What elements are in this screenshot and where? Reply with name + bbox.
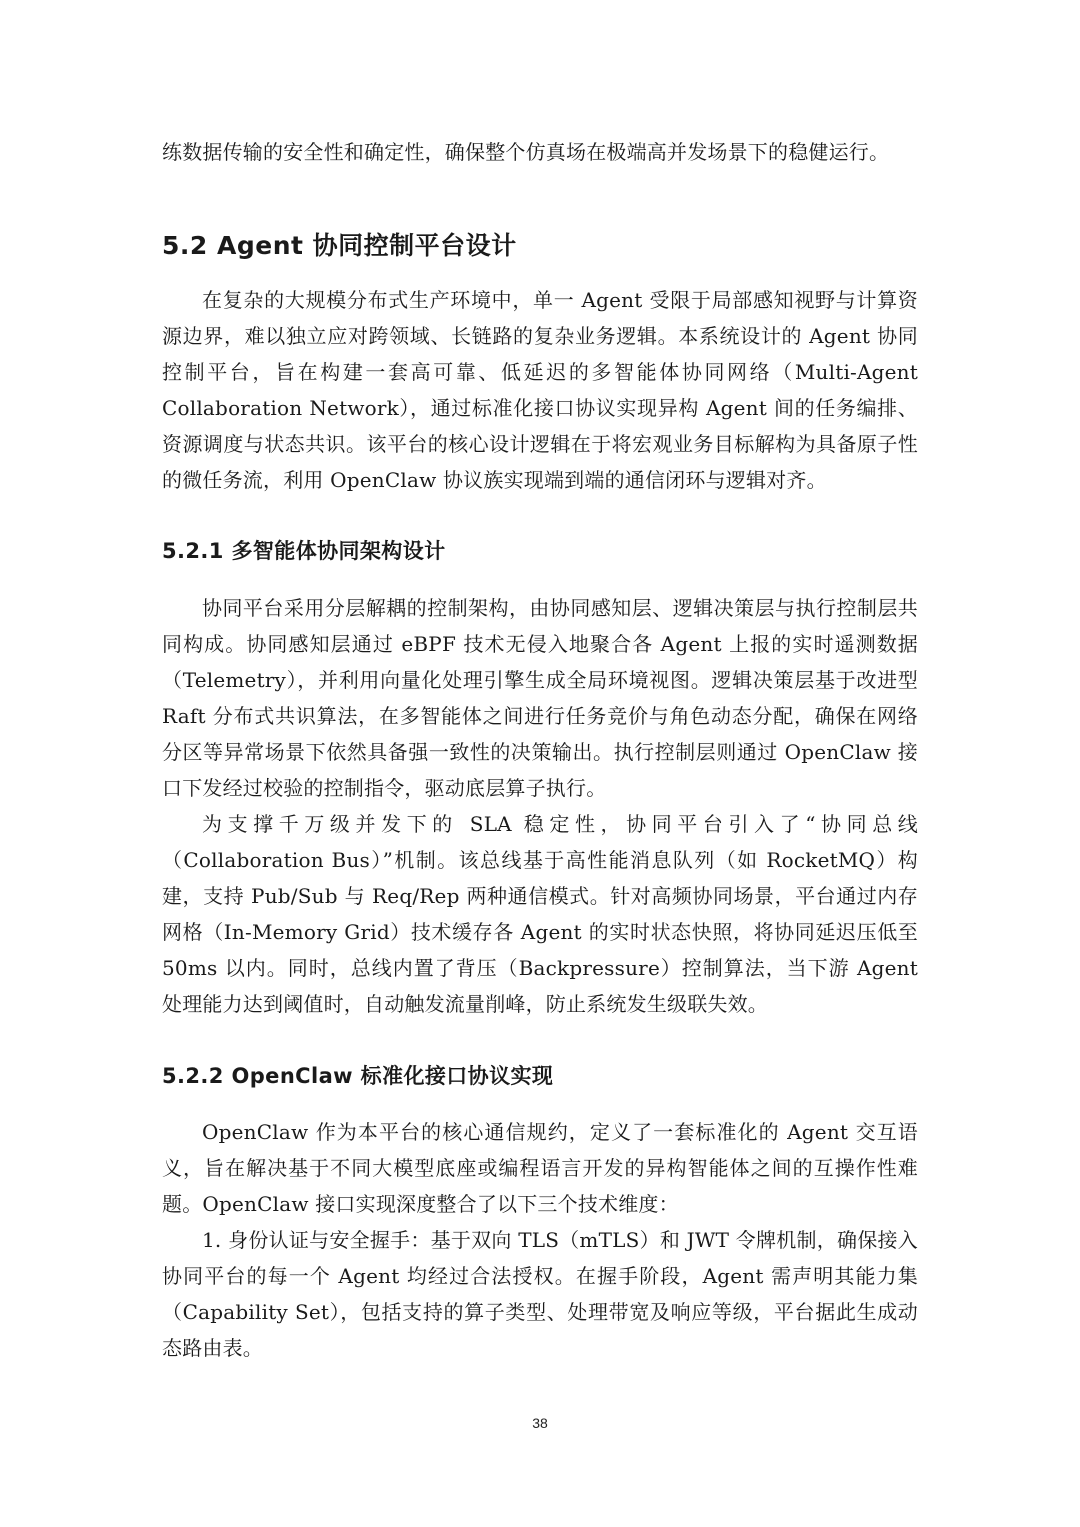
page-number: 38	[532, 1415, 548, 1431]
intro-tail-paragraph: 练数据传输的安全性和确定性，确保整个仿真场在极端高并发场景下的稳健运行。	[162, 140, 890, 164]
section-5-2-2-paragraph-2: 1. 身份认证与安全握手：基于双向 TLS（mTLS）和 JWT 令牌机制，确保接入协同平台的每一个 Agent 均经过合法授权。在握手阶段，Agent 需声明其能力集（Capability Set），包括支持的算子类型、处理带宽及响应等级，平台据此生成动态路由表。	[162, 1228, 918, 1360]
section-5-2-1-paragraph-2: 为支撑千万级并发下的 SLA 稳定性，协同平台引入了“协同总线（Collaboration Bus）”机制。该总线基于高性能消息队列（如 RocketMQ）构建，支持 Pub/Sub 与 Req/Rep 两种通信模式。针对高频协同场景，平台通过内存网格（In-Memory Grid）技术缓存各 Agent 的实时状态快照，将协同延迟压低至 50ms 以内。同时，总线内置了背压（Backpressure）控制算法，当下游 Agent 处理能力达到阈值时，自动触发流量削峰，防止系统发生级联失效。	[162, 812, 918, 1016]
section-5-2-paragraph: 在复杂的大规模分布式生产环境中，单一 Agent 受限于局部感知视野与计算资源边界，难以独立应对跨领域、长链路的复杂业务逻辑。本系统设计的 Agent 协同控制平台，旨在构建一套高可靠、低延迟的多智能体协同网络（Multi-Agent Collaboration Network），通过标准化接口协议实现异构 Agent 间的任务编排、资源调度与状态共识。该平台的核心设计逻辑在于将宏观业务目标解构为具备原子性的微任务流，利用 OpenClaw 协议族实现端到端的通信闭环与逻辑对齐。	[162, 288, 918, 492]
section-5-2-1-heading: 5.2.1 多智能体协同架构设计	[162, 539, 446, 563]
section-5-2-2-heading: 5.2.2 OpenClaw 标准化接口协议实现	[162, 1064, 554, 1088]
section-5-2-2-paragraph-1: OpenClaw 作为本平台的核心通信规约，定义了一套标准化的 Agent 交互语义，旨在解决基于不同大模型底座或编程语言开发的异构智能体之间的互操作性难题。OpenClaw 接口实现深度整合了以下三个技术维度：	[162, 1120, 918, 1216]
section-5-2-1-paragraph-1: 协同平台采用分层解耦的控制架构，由协同感知层、逻辑决策层与执行控制层共同构成。协同感知层通过 eBPF 技术无侵入地聚合各 Agent 上报的实时遥测数据（Telemetry），并利用向量化处理引擎生成全局环境视图。逻辑决策层基于改进型 Raft 分布式共识算法，在多智能体之间进行任务竞价与角色动态分配，确保在网络分区等异常场景下依然具备强一致性的决策输出。执行控制层则通过 OpenClaw 接口下发经过校验的控制指令，驱动底层算子执行。	[162, 596, 918, 800]
section-5-2-heading: 5.2 Agent 协同控制平台设计	[162, 231, 517, 260]
